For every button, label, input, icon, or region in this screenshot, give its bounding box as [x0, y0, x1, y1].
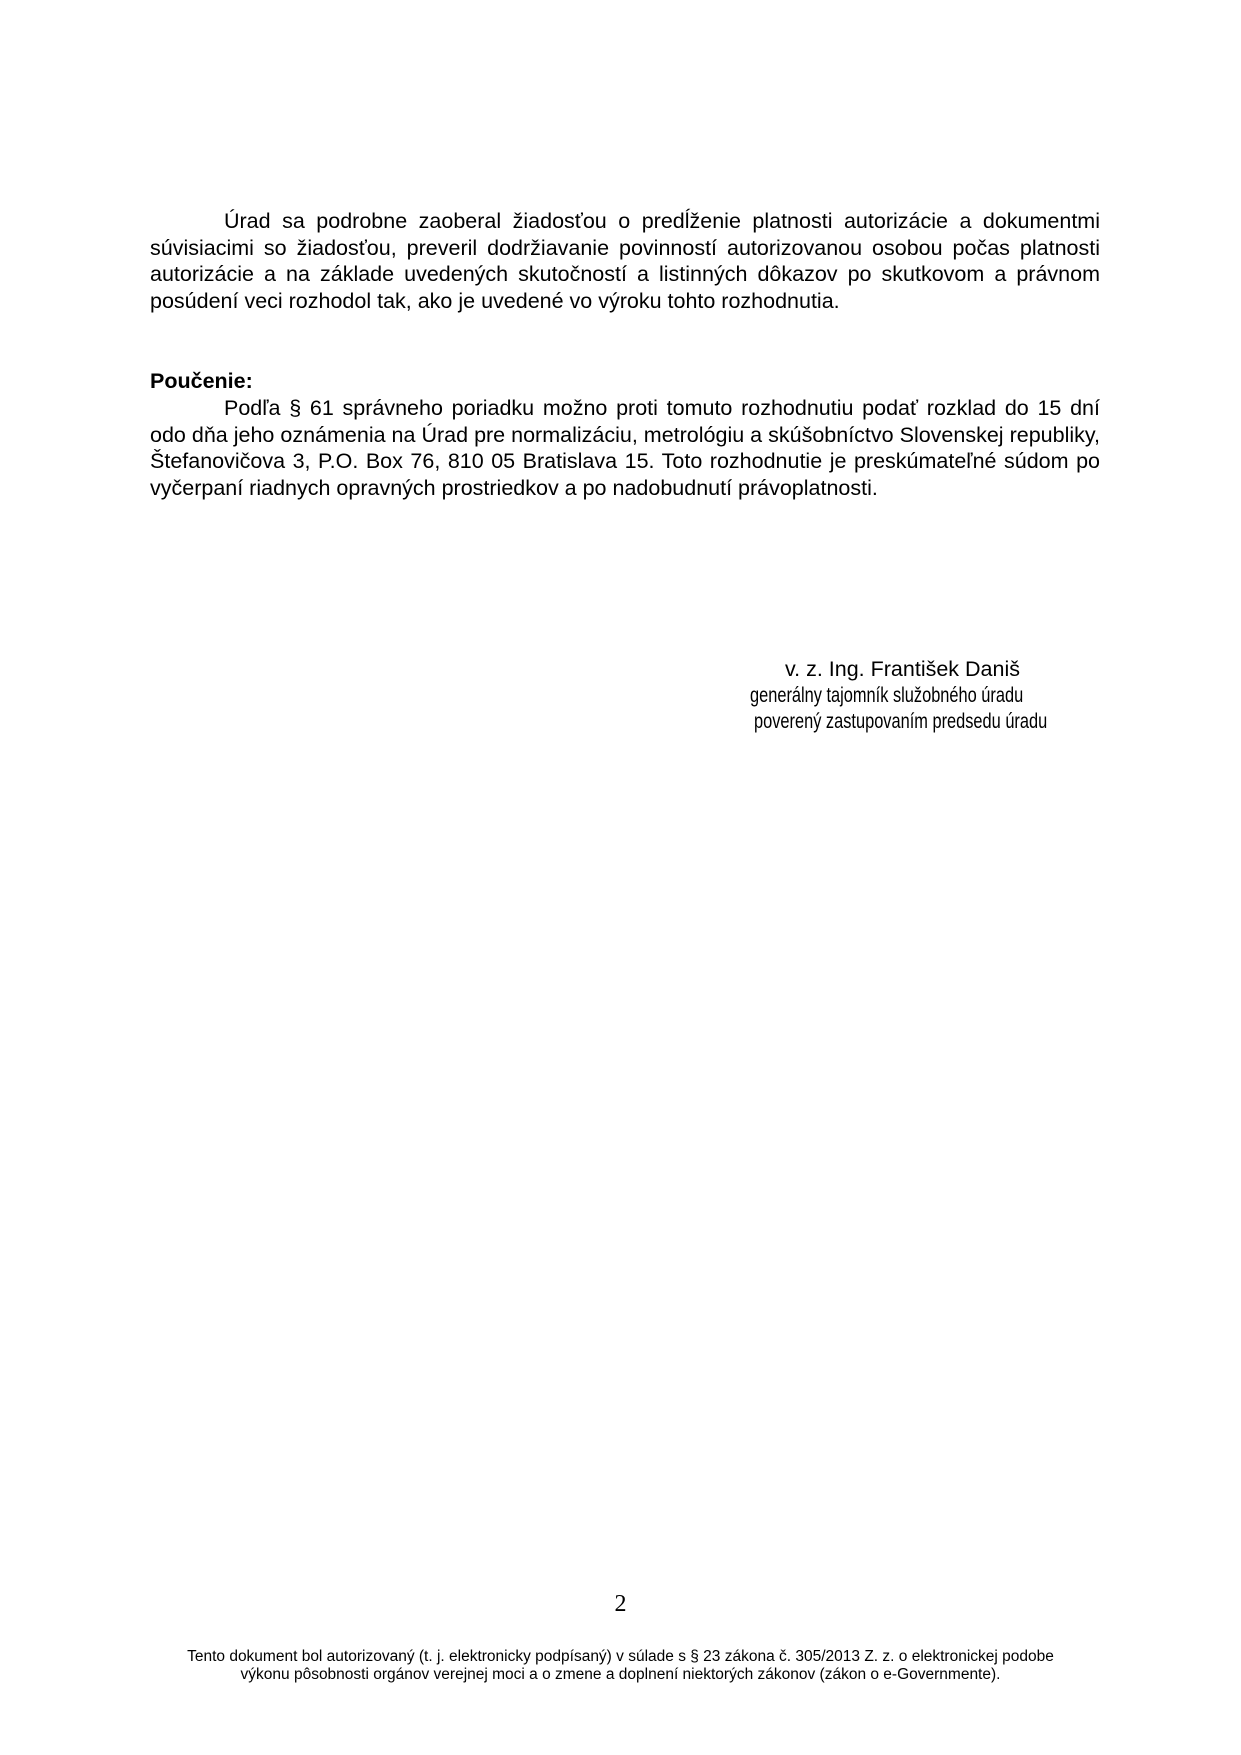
signatory-name: v. z. Ing. František Daniš: [785, 657, 1020, 681]
footer-line2: výkonu pôsobnosti orgánov verejnej moci a o zmene a doplnení niektorých zákonov (zákon o e-Governmente).: [240, 1666, 1001, 1683]
page-number: 2: [614, 1591, 627, 1617]
instruction-heading: Poučenie:: [150, 369, 253, 393]
signatory-role-line1: generálny tajomník služobného úradu: [750, 684, 1024, 707]
decision-reasoning-paragraph: Úrad sa podrobne zaoberal žiadosťou o predĺženie platnosti autorizácie a dokumentmi súvisiacimi so žiadosťou, preveril dodržiavanie povinností autorizovanou osobou počas platnosti autorizácie a na základe uvedených skutočností a listinných dôkazov po skutkovom a právnom posúdení veci rozhodol tak, ako je uvedené vo výroku tohto rozhodnutia.: [150, 209, 1100, 313]
appeal-instruction-paragraph: Podľa § 61 správneho poriadku možno proti tomuto rozhodnutiu podať rozklad do 15 dní odo dňa jeho oznámenia na Úrad pre normalizáciu, metrológiu a skúšobníctvo Slovenskej republiky, Štefanovičova 3, P.O. Box 76, 810 05 Bratislava 15. Toto rozhodnutie je preskúmateľné súdom po vyčerpaní riadnych opravných prostriedkov a po nadobudnutí právoplatnosti.: [150, 396, 1100, 500]
authorization-footer: [0, 1648, 1241, 1684]
footer-line1: Tento dokument bol autorizovaný (t. j. elektronicky podpísaný) v súlade s § 23 zákona č. 305/2013 Z. z. o elektronickej podobe: [187, 1648, 1054, 1665]
signatory-role-line2: poverený zastupovaním predsedu úradu: [754, 710, 1048, 733]
